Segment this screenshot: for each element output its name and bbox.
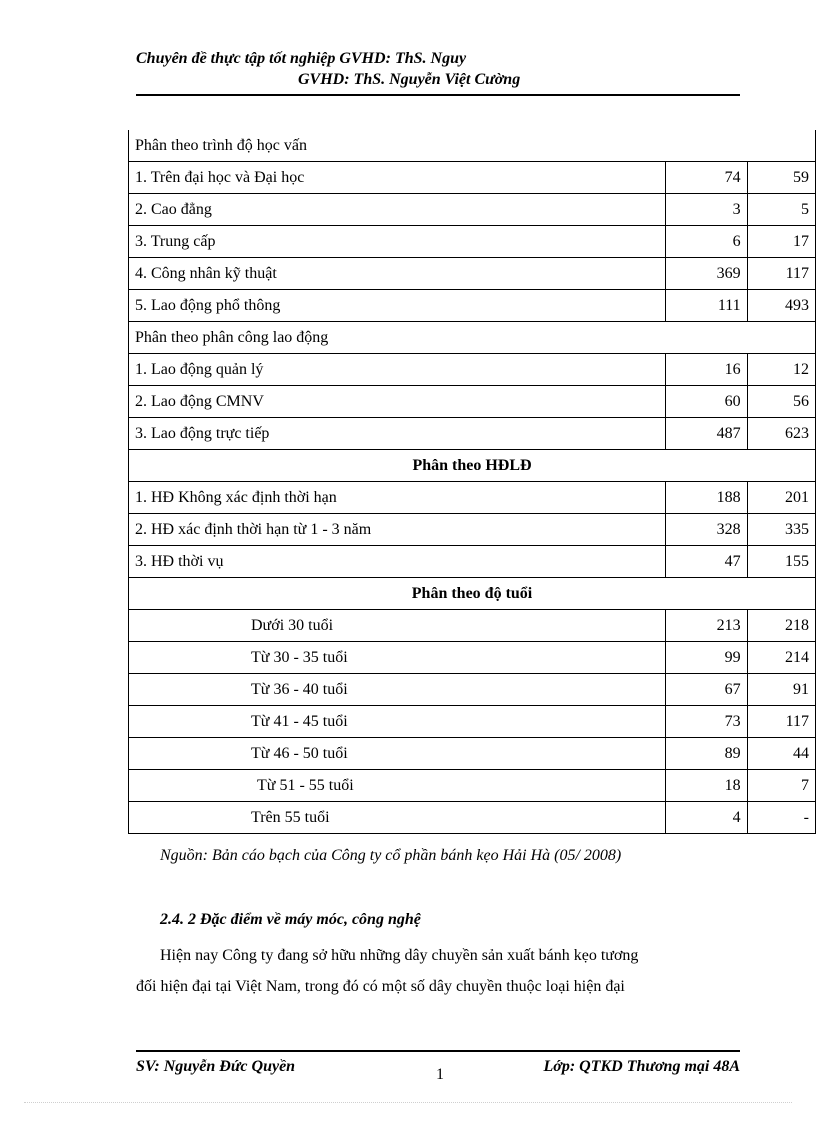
row-value-2: 335 (747, 514, 815, 546)
row-value-1: 60 (665, 386, 747, 418)
page-header (136, 48, 740, 96)
table-section-heading: Phân theo HĐLĐ (129, 450, 816, 482)
table-row (129, 482, 816, 514)
row-value-1: 369 (665, 258, 747, 290)
row-label: 3. Trung cấp (129, 226, 666, 258)
footer-student: SV: Nguyễn Đức Quyền (136, 1058, 296, 1075)
row-value-2: 59 (747, 162, 815, 194)
row-label: Trên 55 tuổi (129, 802, 666, 834)
table-row (129, 258, 816, 290)
row-label: 3. HĐ thời vụ (129, 546, 666, 578)
table-row (129, 514, 816, 546)
paragraph-line-2: đối hiện đại tại Việt Nam, trong đó có một số dây chuyền thuộc loại hiện đại (136, 978, 625, 995)
table-row (129, 706, 816, 738)
row-label: Từ 41 - 45 tuổi (129, 706, 666, 738)
table-row (129, 578, 816, 610)
table-row (129, 450, 816, 482)
row-value-2: 117 (747, 258, 815, 290)
row-value-1: 16 (665, 354, 747, 386)
row-label: Từ 36 - 40 tuổi (129, 674, 666, 706)
row-label: 1. HĐ Không xác định thời hạn (129, 482, 666, 514)
row-value-1: 89 (665, 738, 747, 770)
row-label: 4. Công nhân kỹ thuật (129, 258, 666, 290)
labor-structure-table (128, 130, 816, 834)
row-value-2: 5 (747, 194, 815, 226)
row-value-2: 201 (747, 482, 815, 514)
table-group-label: Phân theo trình độ học vấn (129, 130, 816, 162)
row-value-2: 623 (747, 418, 815, 450)
row-label: 1. Trên đại học và Đại học (129, 162, 666, 194)
header-line-1: Chuyên đề thực tập tốt nghiệp GVHD: ThS. Nguy (136, 50, 467, 67)
section-title: 2.4. 2 Đặc điểm về máy móc, công nghệ (160, 911, 421, 928)
table-row (129, 290, 816, 322)
table-row (129, 610, 816, 642)
row-label: Dưới 30 tuổi (129, 610, 666, 642)
row-label: 2. HĐ xác định thời hạn từ 1 - 3 năm (129, 514, 666, 546)
header-line-2: GVHD: ThS. Nguyễn Việt Cường (298, 71, 521, 88)
row-value-1: 67 (665, 674, 747, 706)
row-value-1: 3 (665, 194, 747, 226)
row-label: Từ 30 - 35 tuổi (129, 642, 666, 674)
table-row (129, 162, 816, 194)
row-value-1: 47 (665, 546, 747, 578)
row-label: 1. Lao động quản lý (129, 354, 666, 386)
body-paragraph (136, 940, 740, 1002)
row-value-2: 493 (747, 290, 815, 322)
row-value-1: 188 (665, 482, 747, 514)
table-row (129, 386, 816, 418)
row-value-1: 213 (665, 610, 747, 642)
table-section-heading: Phân theo độ tuổi (129, 578, 816, 610)
row-value-2: 218 (747, 610, 815, 642)
table-row (129, 194, 816, 226)
row-value-2: 91 (747, 674, 815, 706)
row-value-2: 17 (747, 226, 815, 258)
paragraph-line-1: Hiện nay Công ty đang sở hữu những dây chuyền sản xuất bánh kẹo tương (160, 947, 639, 964)
row-value-1: 18 (665, 770, 747, 802)
row-value-1: 4 (665, 802, 747, 834)
row-label: Từ 46 - 50 tuổi (129, 738, 666, 770)
row-value-1: 111 (665, 290, 747, 322)
row-label: 2. Cao đẳng (129, 194, 666, 226)
page-footer (136, 1050, 740, 1092)
table-row (129, 546, 816, 578)
table-row (129, 322, 816, 354)
table-row (129, 226, 816, 258)
row-value-1: 328 (665, 514, 747, 546)
table-row (129, 130, 816, 162)
row-label: Từ 51 - 55 tuổi (129, 770, 666, 802)
row-value-1: 74 (665, 162, 747, 194)
table-row (129, 674, 816, 706)
row-label: 2. Lao động CMNV (129, 386, 666, 418)
row-value-1: 487 (665, 418, 747, 450)
row-value-1: 6 (665, 226, 747, 258)
row-label: 5. Lao động phổ thông (129, 290, 666, 322)
row-value-2: 7 (747, 770, 815, 802)
row-value-2: 56 (747, 386, 815, 418)
page-bottom-rule (24, 1102, 792, 1103)
table-row (129, 770, 816, 802)
table-group-label: Phân theo phân công lao động (129, 322, 816, 354)
row-value-2: - (747, 802, 815, 834)
row-label: 3. Lao động trực tiếp (129, 418, 666, 450)
row-value-2: 12 (747, 354, 815, 386)
source-note: Nguồn: Bản cáo bạch của Công ty cổ phần bánh kẹo Hải Hà (05/ 2008) (160, 847, 622, 864)
footer-class: Lớp: QTKD Thương mại 48A (543, 1058, 740, 1075)
row-value-2: 44 (747, 738, 815, 770)
row-value-2: 117 (747, 706, 815, 738)
table-row (129, 418, 816, 450)
table-row (129, 802, 816, 834)
table-row (129, 642, 816, 674)
page-number: 1 (436, 1066, 444, 1083)
row-value-1: 73 (665, 706, 747, 738)
table-row (129, 738, 816, 770)
row-value-1: 99 (665, 642, 747, 674)
row-value-2: 155 (747, 546, 815, 578)
table-row (129, 354, 816, 386)
row-value-2: 214 (747, 642, 815, 674)
